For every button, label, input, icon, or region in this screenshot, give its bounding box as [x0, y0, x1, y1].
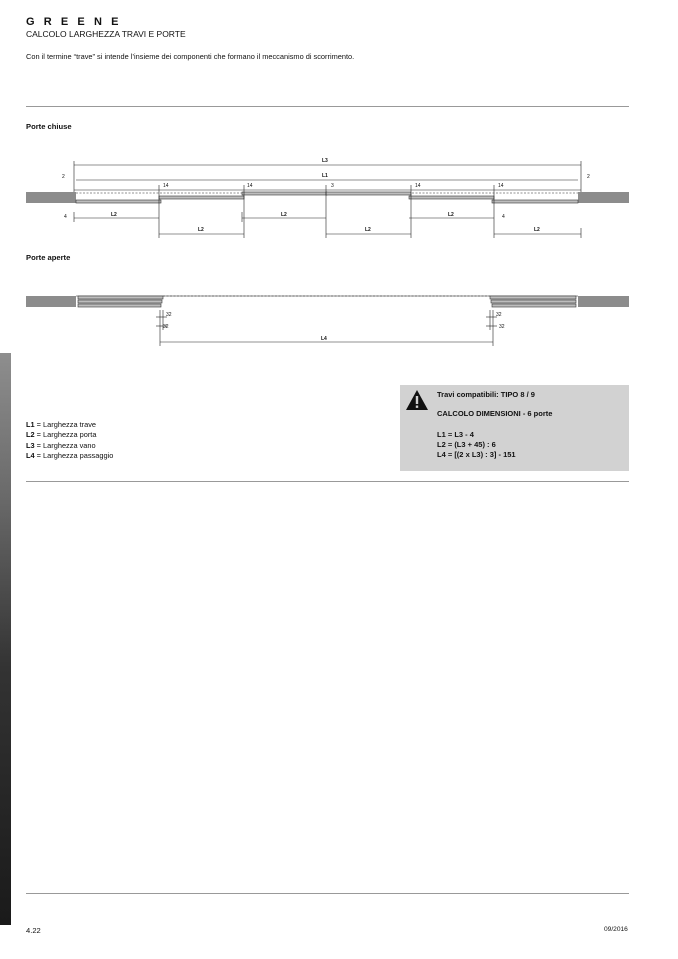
open-doors-diagram — [0, 290, 678, 350]
compat-text: Travi compatibili: TIPO 8 / 9 — [437, 390, 535, 399]
dim-label-offset: 4 — [64, 214, 67, 220]
side-tab — [0, 353, 11, 925]
open-doors-title: Porte aperte — [26, 253, 71, 262]
legend-item: L3 = Larghezza vano — [26, 440, 96, 450]
dim-label-gap: 32 — [166, 312, 172, 318]
dim-label-overlap: 14 — [247, 183, 253, 189]
dim-label-edge: 2 — [587, 174, 590, 180]
dim-label-l2: L2 — [111, 212, 117, 218]
dim-label-l3: L3 — [322, 158, 328, 164]
door-panel — [326, 192, 411, 195]
intro-text: Con il termine “trave” si intende l’insieme dei componenti che formano il meccanismo di scorrimento. — [26, 52, 355, 61]
dim-label-offset: 4 — [502, 214, 505, 220]
formula-l2: L2 = (L3 + 45) : 6 — [437, 440, 496, 449]
legend-item: L2 = Larghezza porta — [26, 430, 97, 440]
door-panel — [492, 304, 576, 307]
dim-label-l2: L2 — [448, 212, 454, 218]
dim-label-l2: L2 — [365, 227, 371, 233]
dim-label-l1: L1 — [322, 173, 328, 179]
closed-doors-diagram — [0, 150, 678, 245]
door-panel — [242, 192, 327, 195]
right-wall — [578, 296, 629, 307]
footer-divider — [26, 893, 629, 894]
formula-l1: L1 = L3 - 4 — [437, 430, 474, 439]
calc-title: CALCOLO DIMENSIONI - 6 porte — [437, 409, 553, 418]
formula-l4: L4 = [(2 x L3) : 3] - 151 — [437, 450, 516, 459]
dim-label-l2: L2 — [198, 227, 204, 233]
brand-name: GREENE — [26, 16, 128, 28]
dim-label-gap: 32 — [163, 324, 169, 330]
door-panel — [492, 200, 578, 203]
closed-doors-title: Porte chiuse — [26, 122, 72, 131]
dim-label-l4: L4 — [321, 336, 327, 342]
door-panel — [490, 296, 576, 299]
legend-item: L4 = Larghezza passaggio — [26, 450, 114, 460]
page-number: 4.22 — [26, 926, 41, 935]
legend — [26, 420, 113, 461]
right-wall — [578, 192, 629, 203]
left-wall — [26, 192, 76, 203]
door-panel — [78, 304, 161, 307]
door-panel — [78, 300, 162, 303]
door-panel — [78, 296, 163, 299]
page-subtitle: CALCOLO LARGHEZZA TRAVI E PORTE — [26, 29, 186, 39]
dim-label-center: 3 — [331, 183, 334, 189]
left-wall — [26, 296, 76, 307]
door-panel — [159, 196, 244, 199]
door-panel — [76, 200, 161, 203]
dim-label-overlap: 14 — [415, 183, 421, 189]
dim-label-overlap: 14 — [163, 183, 169, 189]
dim-label-overlap: 14 — [498, 183, 504, 189]
dim-label-edge: 2 — [62, 174, 65, 180]
footer-date: 09/2016 — [604, 926, 628, 933]
door-panel — [409, 196, 494, 199]
warning-icon — [405, 389, 429, 411]
dim-label-l2: L2 — [534, 227, 540, 233]
dim-label-gap: 32 — [499, 324, 505, 330]
door-panel — [491, 300, 576, 303]
dim-label-gap: 32 — [496, 312, 502, 318]
divider — [26, 481, 629, 482]
dim-label-l2: L2 — [281, 212, 287, 218]
legend-item: L1 = Larghezza trave — [26, 420, 97, 429]
divider — [26, 106, 629, 107]
